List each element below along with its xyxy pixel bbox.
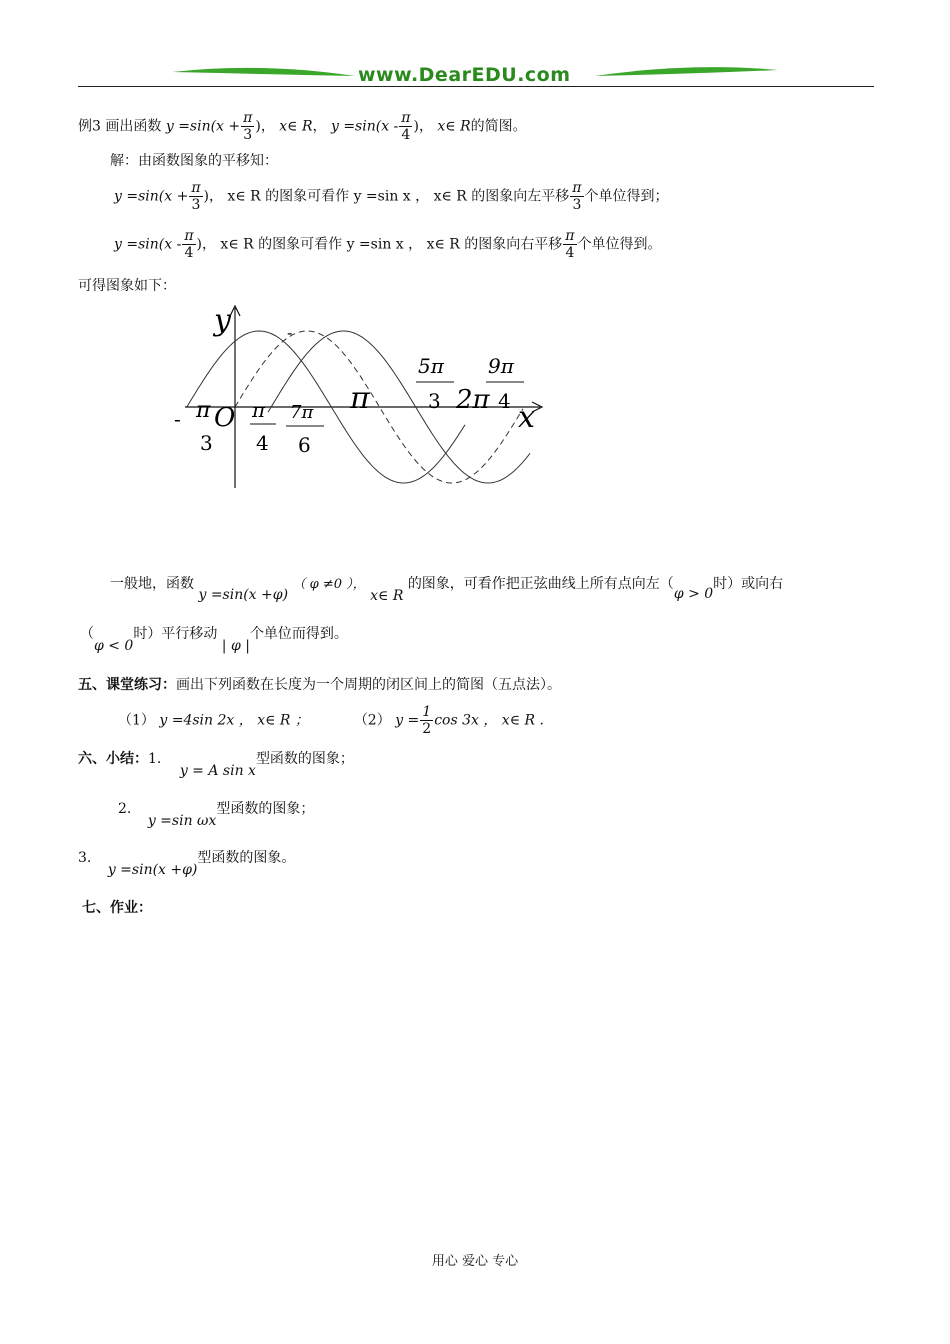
practice-questions: （1） y =4sin 2x ， x∈ R ； （2） y = $\frac{1}{2}$ cos 3x ， x∈ R . xyxy=(118,704,544,737)
fraction: $\frac{\pi}{4}$ xyxy=(184,228,194,261)
neg-sign-label: - xyxy=(174,407,181,431)
summary-item-3: 3. y =sin(x +φ)型函数的图象。 xyxy=(78,850,296,878)
two-pi-label: 2π xyxy=(456,385,490,415)
fraction: $\frac{\pi}{3}$ xyxy=(572,180,582,213)
solution-line-2: y =sin(x - $\frac{\pi}{4}$ )， x∈ R 的图象可看作 y =sin x ， x∈ R 的图象向右平移 $\frac{\pi}{4}$ 个单位得到。 xyxy=(114,228,662,261)
tick-neg-pi-3-num: π xyxy=(196,398,211,423)
tick-7pi-6-den: 6 xyxy=(298,433,311,457)
summary-item-1: 六、小结：1. y = A sin x型函数的图象； xyxy=(78,751,354,779)
fraction: $\frac{1}{2}$ xyxy=(422,704,432,737)
fraction: $\frac{\pi}{3}$ xyxy=(243,110,253,143)
tick-9pi-4-den: 4 xyxy=(498,389,511,413)
x-axis-label: x xyxy=(518,400,535,435)
q1-formula: y =4sin 2x ， x∈ R ； xyxy=(159,712,309,729)
practice-heading: 五、课堂练习：画出下列函数在长度为一个周期的闭区间上的简图（五点法）。 xyxy=(78,677,561,693)
summary-item-2: 2. y =sin ωx型函数的图象； xyxy=(118,801,315,829)
tick-pi-4-den: 4 xyxy=(256,431,269,455)
header-logo-text: www.DearEDU.com xyxy=(358,64,571,86)
origin-label: O xyxy=(214,403,236,433)
example-line: 例3 画出函数 y =sin(x + $\frac{\pi}{3}$ )， x∈ R， y =sin(x - $\frac{\pi}{4}$ )， x∈ R的简图。 xyxy=(78,110,527,143)
q1-label: （1） xyxy=(118,712,155,729)
page-footer: 用心 爱心 专心 xyxy=(431,1254,519,1269)
tick-neg-pi-3-den: 3 xyxy=(200,431,213,455)
fraction: $\frac{\pi}{4}$ xyxy=(565,228,575,261)
fraction: $\frac{\pi}{3}$ xyxy=(191,180,201,213)
homework-heading: 七、作业： xyxy=(82,900,152,916)
solution-intro: 解：由函数图象的平移知： xyxy=(110,153,278,169)
y-axis-label: y xyxy=(214,303,231,338)
tick-pi-4-num: π xyxy=(252,398,266,422)
graph-intro: 可得图象如下： xyxy=(78,278,176,294)
general-statement-line1: 一般地，函数 y =sin(x +φ) （ φ ≠0 ）， x∈ R 的图象，可看作把正弦曲线上所有点向左（φ > 0时）或向右 xyxy=(110,576,784,604)
header-divider xyxy=(78,86,874,87)
tick-mark-label: - xyxy=(287,323,293,342)
q2-label: （2） xyxy=(353,712,391,729)
fraction: $\frac{\pi}{4}$ xyxy=(401,110,411,143)
tick-5pi-3-num: 5π xyxy=(418,354,444,378)
solution-line-1: y =sin(x + $\frac{\pi}{3}$ )， x∈ R 的图象可看作 y =sin x ， x∈ R 的图象向左平移 $\frac{\pi}{3}$ 个单位得到； xyxy=(114,180,669,213)
tick-5pi-3-den: 3 xyxy=(428,389,441,413)
tick-9pi-4-num: 9π xyxy=(488,354,514,378)
pi-label: π xyxy=(350,381,370,416)
tick-7pi-6-num: 7π xyxy=(290,402,314,423)
example-label: 例3 xyxy=(78,118,101,135)
general-statement-line2: （φ < 0时）平行移动 | φ |个单位而得到。 xyxy=(80,626,348,654)
sine-shift-graph xyxy=(170,300,560,500)
